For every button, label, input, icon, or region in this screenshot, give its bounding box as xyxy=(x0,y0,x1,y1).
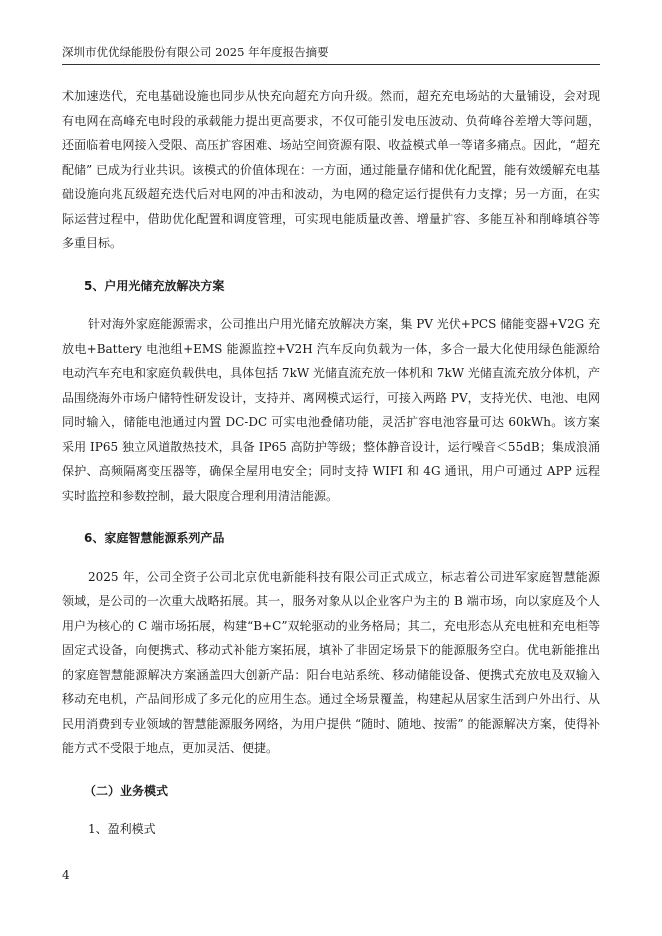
section-heading-household-solar-storage: 5、户用光储充放解决方案 xyxy=(84,278,225,293)
page-header xyxy=(62,44,600,65)
subheading-profit-model: 1、盈利模式 xyxy=(88,822,156,836)
paragraph-household-solar-storage: 针对海外家庭能源需求，公司推出户用光储充放解决方案，集 PV 光伏+PCS 储能变器+V2G 充放电+Battery 电池组+EMS 能源监控+V2H 汽车反向负载为一体，多合一最大化使用绿色能源给电动汽车充电和家庭负载供电，具体包括 7kW 光储直流充放一体机和 7kW 光储直流充放分体机，产品围绕海外市场户储特性研发设计，支持并、离网模式运行，可接入两路 PV，支持光伏、电池、电网同时输入，储能电池通过内置 DC-DC 可实电池叠储功能，灵活扩容电池容量可达 60kWh。该方案采用 IP65 独立风道散热技术，具备 IP65 高防护等级；整体静音设计，运行噪音＜55dB；集成浪涌保护、高频隔离变压器等，确保全屋用电安全；同时支持 WIFI 和 4G 通讯，用户可通过 APP 远程实时监控和参数控制，最大限度合理利用清洁能源。 xyxy=(62,317,600,503)
paragraph-supercharging-storage: 术加速迭代，充电基础设施也同步从快充向超充方向升级。然而，超充充电场站的大量铺设，会对现有电网在高峰充电时段的承载能力提出更高要求，不仅可能引发电压波动、负荷峰谷差增大等问题，还面临着电网接入受限、高压扩容困难、场站空间资源有限、收益模式单一等诸多痛点。因此，“超充配储” 已成为行业共识。该模式的价值体现在：一方面，通过能量存储和优化配置，能有效缓解充电基础设施向兆瓦级超充迭代后对电网的冲击和波动，为电网的稳定运行提供有力支撑；另一方面，在实际运营过程中，借助优化配置和调度管理，可实现电能质量改善、增量扩容、多能互补和削峰填谷等多重目标。 xyxy=(62,89,600,250)
document-body xyxy=(62,84,600,842)
paragraph-home-smart-energy: 2025 年，公司全资子公司北京优电新能科技有限公司正式成立，标志着公司进军家庭智慧能源领域，是公司的一次重大战略拓展。其一，服务对象从以企业客户为主的 B 端市场，向以家庭及个人用户为核心的 C 端市场拓展，构建“B+C”双轮驱动的业务格局；其二，充电形态从充电桩和充电柜等固定式设备，向便携式、移动式补能方案拓展，填补了非固定场景下的能源服务空白。优电新能推出的家庭智慧能源解决方案涵盖四大创新产品：阳台电站系统、移动储能设备、便携式充放电及双输入移动充电机，产品间形成了多元化的应用生态。通过全场景覆盖，构建起从居家生活到户外出行、从民用消费到专业领域的智慧能源服务网络，为用户提供 “随时、随地、按需” 的能源解决方案，使得补能方式不受限于地点，更加灵活、便捷。 xyxy=(62,569,600,755)
page-number: 4 xyxy=(62,868,70,882)
header-title: 深圳市优优绿能股份有限公司 2025 年年度报告摘要 xyxy=(62,45,329,59)
section-heading-home-smart-energy: 6、家庭智慧能源系列产品 xyxy=(84,531,225,545)
section-heading-business-model: （二）业务模式 xyxy=(84,783,169,798)
